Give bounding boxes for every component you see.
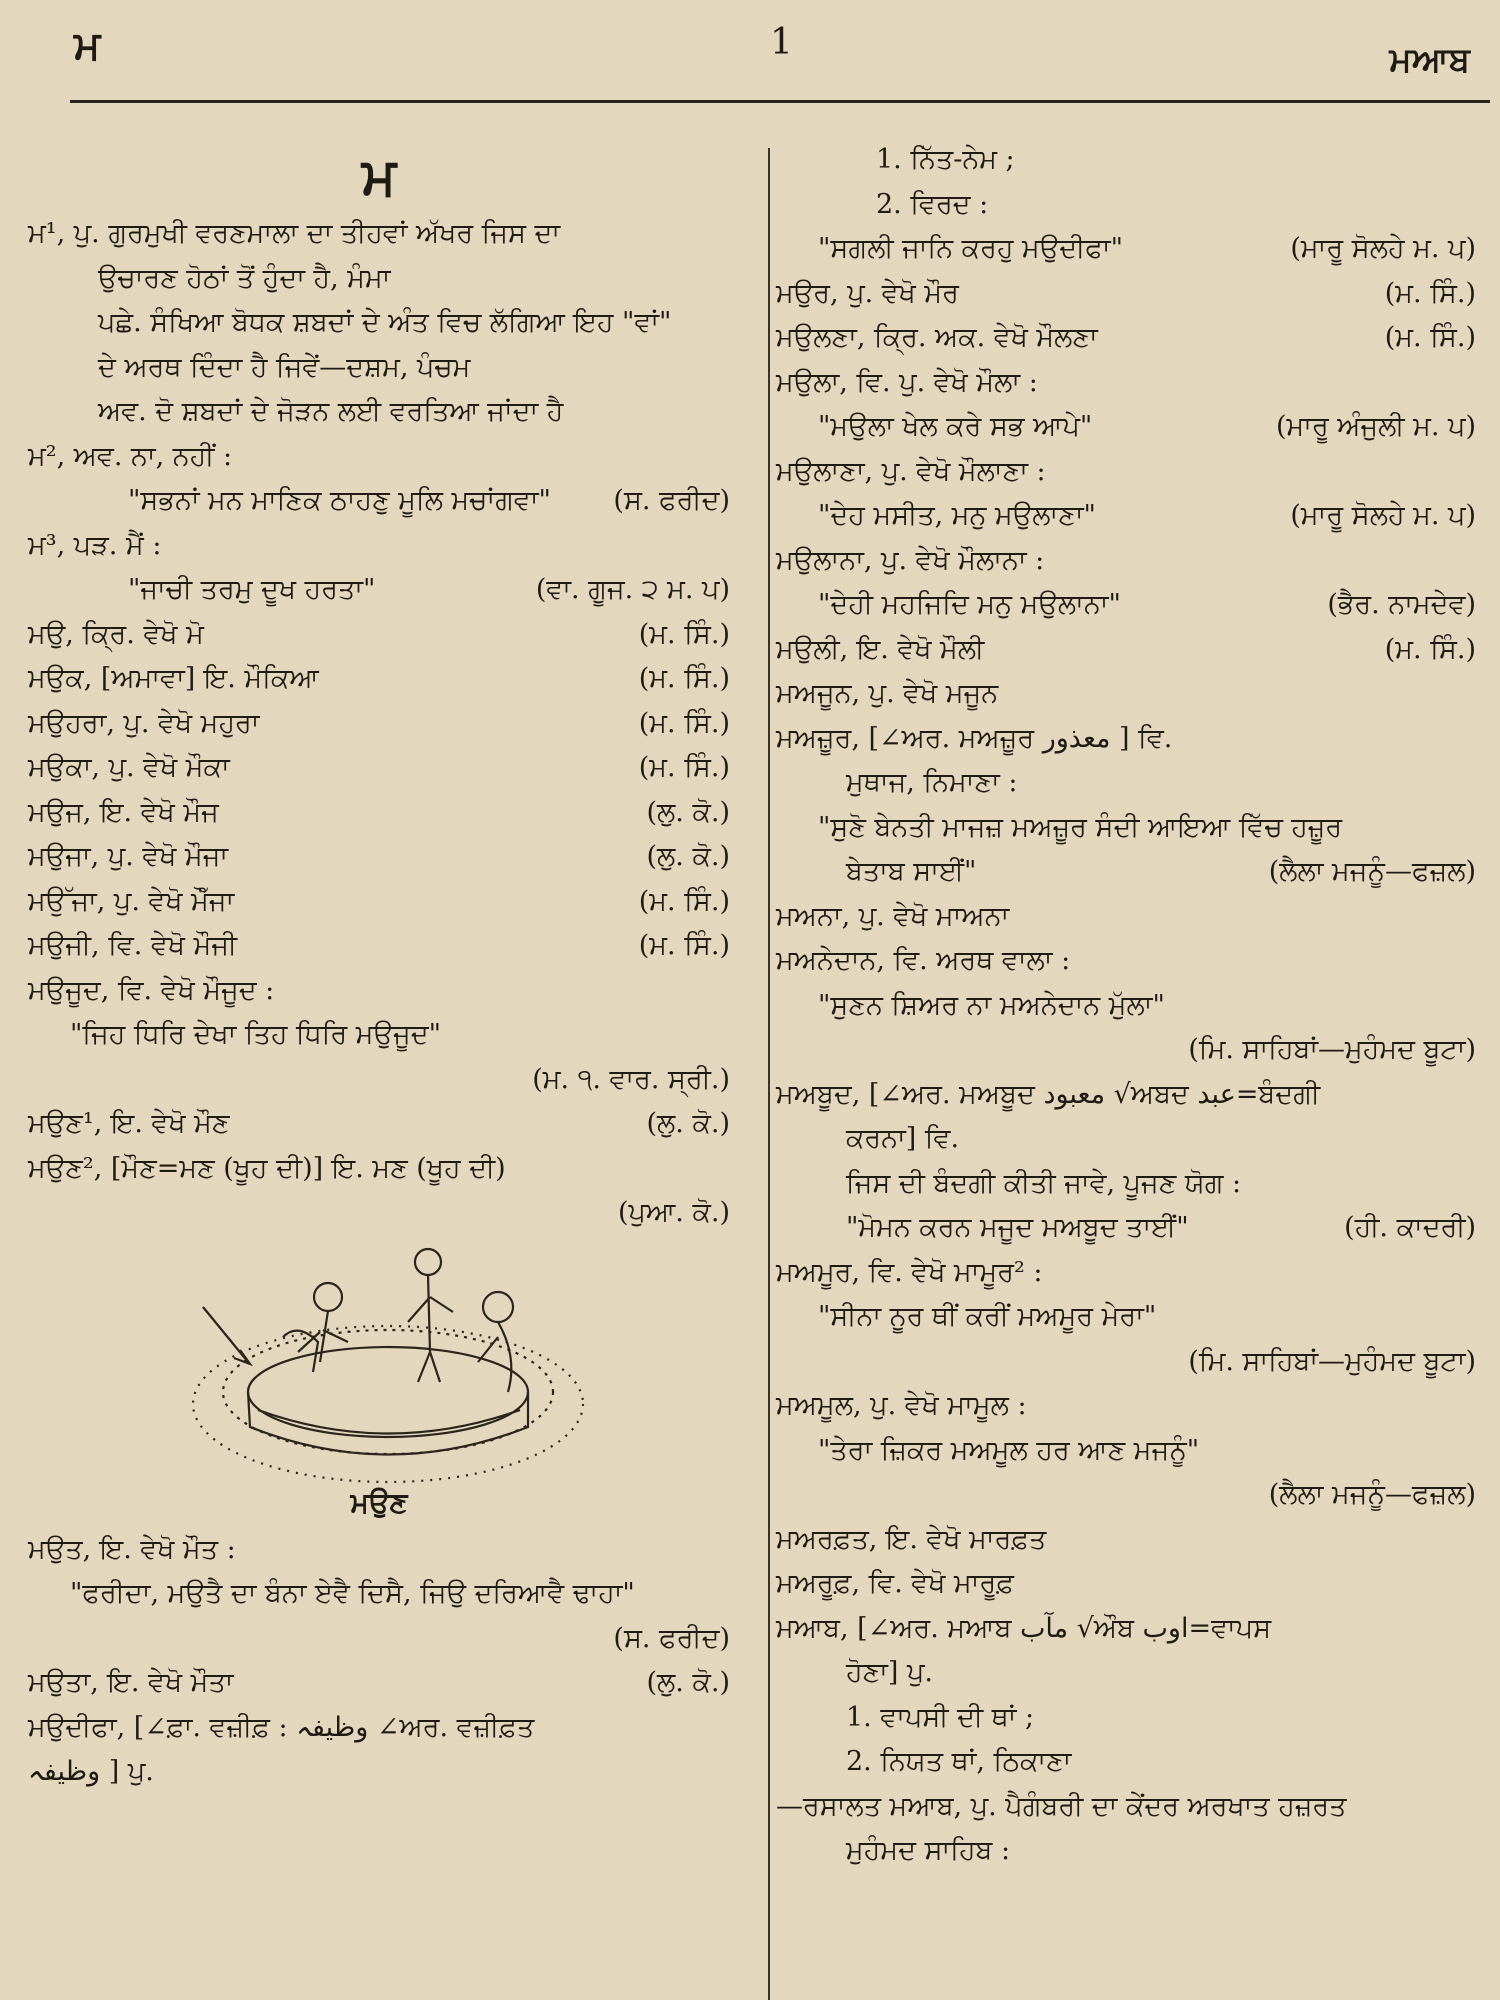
- entry-line: [28, 1191, 730, 1236]
- entry-line: [776, 405, 1476, 450]
- entry-source: (ਲੈਲਾ ਮਜਨੂੰ—ਫਜ਼ਲ): [1268, 856, 1476, 887]
- entry-text: ਮਉ, ਕ੍ਰਿ. ਵੇਖੋ ਮੋ: [28, 618, 204, 650]
- entry-text: "ਸੁਣਨ ਸ਼ਿਅਰ ਨਾ ਮਅਨੇਦਾਨ ਮੁੱਲਾ": [818, 989, 1165, 1021]
- well-illustration: [28, 1242, 730, 1492]
- entry-source: (ਮ. ਸਿੰ.): [638, 707, 730, 739]
- entry-text: ਮਉਕਾ, ਪੁ. ਵੇਖੋ ਮੌਕਾ: [28, 752, 230, 783]
- entry-text: ਮਉਲਾ, ਵਿ. ਪੁ. ਵੇਖੋ ਮੌਲਾ :: [776, 366, 1038, 398]
- left-column: [28, 138, 730, 1795]
- entry-line: [776, 1340, 1476, 1385]
- entry-line: [776, 494, 1476, 539]
- entry-text: ਮਅਨਾ, ਪੁ. ਵੇਖੋ ਮਾਅਨਾ: [776, 900, 1010, 932]
- entry-line: [776, 1740, 1476, 1785]
- entry-line: [28, 1013, 730, 1058]
- entry-text: ਮਉਦੀਫਾ, [∠ਫ਼ਾ. ਵਜ਼ੀਫ਼ : وظیفہ ∠ਅਰ. ਵਜ਼ੀਫ਼ਤ: [28, 1711, 535, 1743]
- entry-text: ਹੋਣਾ] ਪੁ.: [846, 1657, 933, 1688]
- entry-text: ਮਉਹਰਾ, ਪੁ. ਵੇਖੋ ਮਹੁਰਾ: [28, 707, 260, 739]
- entry-line: [28, 702, 730, 747]
- entry-source: (ਸ. ਫਰੀਦ): [613, 485, 730, 516]
- entry-text: ਕਰਨਾ] ਵਿ.: [846, 1123, 960, 1154]
- entry-text: ਮਉਤਾ, ਇ. ਵੇਖੋ ਮੌਤਾ: [28, 1667, 234, 1698]
- entry-text: ਮਅਰਫ਼ਤ, ਇ. ਵੇਖੋ ਮਾਰਫ਼ਤ: [776, 1523, 1047, 1555]
- header-right-guideword: ਮਆਬ: [1389, 40, 1470, 80]
- entry-line: [776, 583, 1476, 628]
- entry-line: [776, 1785, 1476, 1830]
- entry-text: ਮਉਜਾ, ਪੁ. ਵੇਖੋ ਮੌਜਾ: [28, 841, 229, 872]
- entry-text: ਮਉਜੂਦ, ਵਿ. ਵੇਖੋ ਮੌਜੂਦ :: [28, 974, 275, 1006]
- entry-text: ਜਿਸ ਦੀ ਬੰਦਗੀ ਕੀਤੀ ਜਾਵੇ, ਪੂਜਣ ਯੋਗ :: [846, 1167, 1242, 1199]
- entry-text: ਮ², ਅਵ. ਨਾ, ਨਹੀਂ :: [28, 440, 233, 472]
- entry-source: (ਵਾ. ਗੂਜ. ੨ ਮ. ਪ): [535, 574, 730, 605]
- entry-line: [28, 791, 730, 836]
- section-letter: ਮ: [361, 146, 397, 207]
- entry-line: [28, 1617, 730, 1662]
- entry-text: "ਫਰੀਦਾ, ਮਉਤੈ ਦਾ ਬੰਨਾ ਏਵੈ ਦਿਸੈ, ਜਿਉ ਦਰਿਆਵੈ ਢਾਹਾ": [70, 1578, 635, 1609]
- entry-source: (ਮਾਰੂ ਸੋਲਹੇ ਮ. ਪ): [1290, 233, 1476, 264]
- entry-line: [28, 969, 730, 1014]
- figure-caption: ਮਉਣ: [350, 1485, 408, 1519]
- entry-source: (ਮ. ਸਿੰ.): [1384, 277, 1476, 309]
- entry-line: [28, 613, 730, 658]
- entry-text: (ਮਿ. ਸਾਹਿਬਾਂ—ਮੁਹੰਮਦ ਬੂਟਾ): [1188, 1345, 1476, 1377]
- entry-line: [28, 390, 730, 435]
- entry-line: [28, 657, 730, 702]
- entry-line: [776, 1473, 1476, 1518]
- entry-text: ਮਉਣ¹, ਇ. ਵੇਖੋ ਮੌਣ: [28, 1108, 230, 1139]
- entry-line: [776, 1251, 1476, 1296]
- well-figure-svg: [28, 1242, 730, 1492]
- entry-text: ਮੁਹੰਮਦ ਸਾਹਿਬ :: [846, 1835, 1011, 1866]
- entry-source: (ਮ. ਸਿੰ.): [1384, 633, 1476, 665]
- entry-line: [776, 1206, 1476, 1251]
- entry-source: (ਭੈਰ. ਨਾਮਦੇਵ): [1327, 589, 1476, 620]
- entry-line: [28, 479, 730, 524]
- entry-text: ਮਉਜ, ਇ. ਵੇਖੋ ਮੌਜ: [28, 796, 219, 828]
- entry-source: (ਮ. ਸਿੰ.): [638, 618, 730, 650]
- entry-line: [28, 924, 730, 969]
- entry-line: [776, 1651, 1476, 1696]
- column-divider: [768, 148, 770, 2000]
- entry-text: ਦੇ ਅਰਥ ਦਿੰਦਾ ਹੈ ਜਿਵੇਂ—ਦਸ਼ਮ, ਪੰਚਮ: [98, 351, 471, 383]
- entry-line: [28, 1147, 730, 1192]
- entry-line: [28, 746, 730, 791]
- entry-line: [28, 524, 730, 569]
- entry-text: ਮਉਲੀ, ਇ. ਵੇਖੋ ਮੌਲੀ: [776, 633, 985, 665]
- entry-line: [28, 835, 730, 880]
- entry-text: ਮਅਮੂਲ, ਪੁ. ਵੇਖੋ ਮਾਮੂਲ :: [776, 1390, 1027, 1421]
- entry-line: [28, 1661, 730, 1706]
- entry-text: —ਰਸਾਲਤ ਮਆਬ, ਪੁ. ਪੈਗੰਬਰੀ ਦਾ ਕੇਂਦਰ ਅਰਖਾਤ ਹਜ਼ਰਤ: [776, 1790, 1347, 1822]
- entry-text: "ਦੇਹ ਮਸੀਤ, ਮਨੁ ਮਉਲਾਣਾ": [818, 500, 1096, 531]
- entry-line: [776, 1429, 1476, 1474]
- entry-text: 2. ਨਿਯਤ ਥਾਂ, ਠਿਕਾਣਾ: [846, 1746, 1072, 1777]
- entry-line: [28, 346, 730, 391]
- entry-line: [776, 227, 1476, 272]
- entry-line: [28, 568, 730, 613]
- entry-text: ਬੇਤਾਬ ਸਾਈਂ": [846, 856, 977, 887]
- header-rule: [70, 100, 1490, 103]
- entry-line: [776, 984, 1476, 1029]
- entry-text: ਪਛੇ. ਸੰਖਿਆ ਬੋਧਕ ਸ਼ਬਦਾਂ ਦੇ ਅੰਤ ਵਿਚ ਲੱਗਿਆ ਇਹ "ਵਾਂ": [98, 307, 672, 338]
- entry-source: (ਮ. ਸਿੰ.): [1384, 322, 1476, 353]
- entry-source: (ਲੁ. ਕੋ.): [646, 796, 730, 828]
- entry-text: ਮਉਕ, [ਅਮਾਵਾ] ਇ. ਮੌਕਿਆ: [28, 663, 319, 694]
- entry-text: ਮੁਥਾਜ, ਨਿਮਾਣਾ :: [846, 767, 1018, 798]
- header-left-letter: ਮ: [74, 22, 101, 69]
- entry-text: 1. ਨਿੱਤ-ਨੇਮ ;: [876, 144, 1015, 175]
- entry-text: 2. ਵਿਰਦ :: [876, 188, 989, 220]
- entry-text: ਮਅਬੂਦ, [∠ਅਰ. ਮਅਬੂਦ معبود √ਅਬਦ عبد=ਬੰਦਗੀ: [776, 1078, 1321, 1110]
- entry-line: [776, 1117, 1476, 1162]
- entry-line: [776, 761, 1476, 806]
- entry-source: (ਮਾਰੂ ਸੋਲਹੇ ਮ. ਪ): [1290, 500, 1476, 531]
- entry-line: [776, 1518, 1476, 1563]
- entry-text: "ਸਭਨਾਂ ਮਨ ਮਾਣਿਕ ਠਾਹਣੁ ਮੂਲਿ ਮਚਾਂਗਵਾ": [128, 485, 551, 516]
- entry-text: (ਮ. ੧. ਵਾਰ. ਸ੍ਰੀ.): [532, 1063, 730, 1095]
- entry-line: [776, 628, 1476, 673]
- left-entries: [28, 212, 730, 1236]
- entry-text: ਮਅਰੂਫ਼, ਵਿ. ਵੇਖੋ ਮਾਰੂਫ਼: [776, 1568, 1014, 1599]
- entry-text: "ਤੇਰਾ ਜ਼ਿਕਰ ਮਅਮੂਲ ਹਰ ਆਣ ਮਜਨੂੰ": [818, 1434, 1200, 1466]
- entry-line: [28, 301, 730, 346]
- entry-text: ਮਉਣ², [ਮੌਣ=ਮਣ (ਖੂਹ ਦੀ)] ਇ. ਮਣ (ਖੂਹ ਦੀ): [28, 1152, 506, 1184]
- entry-text: ਮਅਜ਼ੂਰ, [∠ਅਰ. ਮਅਜ਼ੂਰ معذور ] ਵਿ.: [776, 722, 1173, 754]
- entry-text: (ਮਿ. ਸਾਹਿਬਾਂ—ਮੁਹੰਮਦ ਬੂਟਾ): [1188, 1034, 1476, 1065]
- entry-text: ਮਅਮੂਰ, ਵਿ. ਵੇਖੋ ਮਾਮੂਰ² :: [776, 1256, 1043, 1288]
- entry-text: (ਪੁਆ. ਕੋ.): [617, 1197, 730, 1228]
- entry-line: [28, 257, 730, 302]
- entry-line: [776, 1028, 1476, 1073]
- entry-text: "ਸੁਣੋ ਬੇਨਤੀ ਮਾਜਜ਼ ਮਅਜ਼ੂਰ ਸੰਦੀ ਆਇਆ ਵਿੱਚ ਹਜ਼ੂਰ: [818, 811, 1343, 843]
- entry-text: "ਦੇਹੀ ਮਹਜਿਦਿ ਮਨੁ ਮਉਲਾਨਾ": [818, 589, 1121, 620]
- left-entries-after-figure: [28, 1528, 730, 1795]
- entry-text: ਉਚਾਰਣ ਹੋਠਾਂ ਤੋਂ ਹੁੰਦਾ ਹੈ, ਮੰਮਾ: [98, 262, 391, 294]
- entry-line: [776, 316, 1476, 361]
- entry-line: [28, 1706, 730, 1751]
- entry-source: (ਮ. ਸਿੰ.): [638, 752, 730, 783]
- entry-line: [776, 1829, 1476, 1874]
- entry-line: [776, 183, 1476, 228]
- entry-line: [776, 1696, 1476, 1741]
- entry-line: [28, 1572, 730, 1617]
- entry-source: (ਹੀ. ਕਾਦਰੀ): [1344, 1212, 1476, 1243]
- entry-text: ਮ¹, ਪੁ. ਗੁਰਮੁਖੀ ਵਰਣਮਾਲਾ ਦਾ ਤੀਹਵਾਂ ਅੱਖਰ ਜਿਸ ਦਾ: [28, 218, 561, 249]
- entry-text: "ਮਉਲਾ ਖੇਲ ਕਰੇ ਸਭ ਆਪੇ": [818, 411, 1093, 442]
- entry-line: [776, 1384, 1476, 1429]
- entry-source: (ਮ. ਸਿੰ.): [638, 663, 730, 694]
- entry-text: ਮਉਤ, ਇ. ਵੇਖੋ ਮੌਤ :: [28, 1533, 236, 1565]
- entry-text: "ਸਗਲੀ ਜਾਨਿ ਕਰਹੁ ਮਉਦੀਫਾ": [818, 233, 1124, 264]
- entry-line: [776, 1073, 1476, 1118]
- entry-text: "ਜਾਚੀ ਤਰਮੁ ਦੂਖ ਹਰਤਾ": [128, 574, 376, 605]
- entry-line: [776, 1607, 1476, 1652]
- entry-text: ਮਉਲਾਣਾ, ਪੁ. ਵੇਖੋ ਮੌਲਾਣਾ :: [776, 455, 1046, 487]
- entry-text: (ਸ. ਫਰੀਦ): [613, 1622, 730, 1654]
- right-column: [776, 138, 1476, 1874]
- entry-line: [28, 1528, 730, 1573]
- entry-line: [776, 1562, 1476, 1607]
- entry-text: ਮਆਬ, [∠ਅਰ. ਮਆਬ مآب √ਔਬ اوب=ਵਾਪਸ: [776, 1612, 1272, 1644]
- entry-line: [776, 361, 1476, 406]
- entry-line: [28, 1102, 730, 1147]
- page-number: 1: [770, 22, 793, 63]
- entry-line: [28, 1750, 730, 1795]
- entry-text: (ਲੈਲਾ ਮਜਨੂੰ—ਫਜ਼ਲ): [1268, 1479, 1476, 1510]
- entry-text: ਮ³, ਪੜ. ਮੈਂ :: [28, 529, 162, 561]
- entry-line: [28, 212, 730, 257]
- entry-line: [776, 1162, 1476, 1207]
- entry-text: ਮਉੱਜਾ, ਪੁ. ਵੇਖੋ ਮੌੱਜਾ: [28, 885, 235, 917]
- entry-source: (ਮ. ਸਿੰ.): [638, 930, 730, 961]
- entry-text: ਮਉਜੀ, ਵਿ. ਵੇਖੋ ਮੌਜੀ: [28, 930, 238, 961]
- entry-line: [776, 895, 1476, 940]
- entry-text: "ਸੀਨਾ ਨੂਰ ਥੀਂ ਕਰੀਂ ਮਅਮੂਰ ਮੇਰਾ": [818, 1301, 1157, 1332]
- entry-line: [776, 539, 1476, 584]
- entry-text: "ਮੋਮਨ ਕਰਨ ਮਜੂਦ ਮਅਬੂਦ ਤਾਈਂ": [846, 1212, 1189, 1243]
- entry-line: [776, 850, 1476, 895]
- entry-line: [776, 450, 1476, 495]
- entry-text: ਮਅਜੂਨ, ਪੁ. ਵੇਖੋ ਮਜੂਨ: [776, 678, 999, 709]
- entry-source: (ਲੁ. ਕੋ.): [646, 1667, 730, 1698]
- entry-line: [776, 1295, 1476, 1340]
- entry-text: ਮਉਲਾਨਾ, ਪੁ. ਵੇਖੋ ਮੌਲਾਨਾ :: [776, 544, 1045, 576]
- right-entries: [776, 138, 1476, 1874]
- entry-line: [776, 717, 1476, 762]
- entry-line: [776, 272, 1476, 317]
- entry-text: "ਜਿਹ ਧਿਰਿ ਦੇਖਾ ਤਿਹ ਧਿਰਿ ਮਉਜੂਦ": [70, 1019, 441, 1050]
- entry-text: 1. ਵਾਪਸੀ ਦੀ ਥਾਂ ;: [846, 1701, 1035, 1733]
- entry-line: [776, 672, 1476, 717]
- entry-text: ਮਉਲਣਾ, ਕ੍ਰਿ. ਅਕ. ਵੇਖੋ ਮੌਲਣਾ: [776, 322, 1098, 353]
- entry-source: (ਮ. ਸਿੰ.): [638, 885, 730, 917]
- entry-text: ਮਉਰ, ਪੁ. ਵੇਖੋ ਮੌਰ: [776, 277, 959, 309]
- entry-text: ਮਅਨੇਦਾਨ, ਵਿ. ਅਰਥ ਵਾਲਾ :: [776, 945, 1071, 976]
- entry-text: ਅਵ. ਦੋ ਸ਼ਬਦਾਂ ਦੇ ਜੋੜਨ ਲਈ ਵਰਤਿਆ ਜਾਂਦਾ ਹੈ: [98, 396, 564, 427]
- entry-source: (ਲੁ. ਕੋ.): [646, 841, 730, 872]
- entry-line: [28, 435, 730, 480]
- entry-source: (ਲੁ. ਕੋ.): [646, 1108, 730, 1139]
- entry-line: [776, 806, 1476, 851]
- entry-line: [28, 1058, 730, 1103]
- entry-line: [776, 939, 1476, 984]
- entry-line: [776, 138, 1476, 183]
- entry-text: وظیفہ ] ਪੁ.: [28, 1756, 154, 1787]
- entry-source: (ਮਾਰੂ ਅੰਜੁਲੀ ਮ. ਪ): [1275, 411, 1476, 442]
- entry-line: [28, 880, 730, 925]
